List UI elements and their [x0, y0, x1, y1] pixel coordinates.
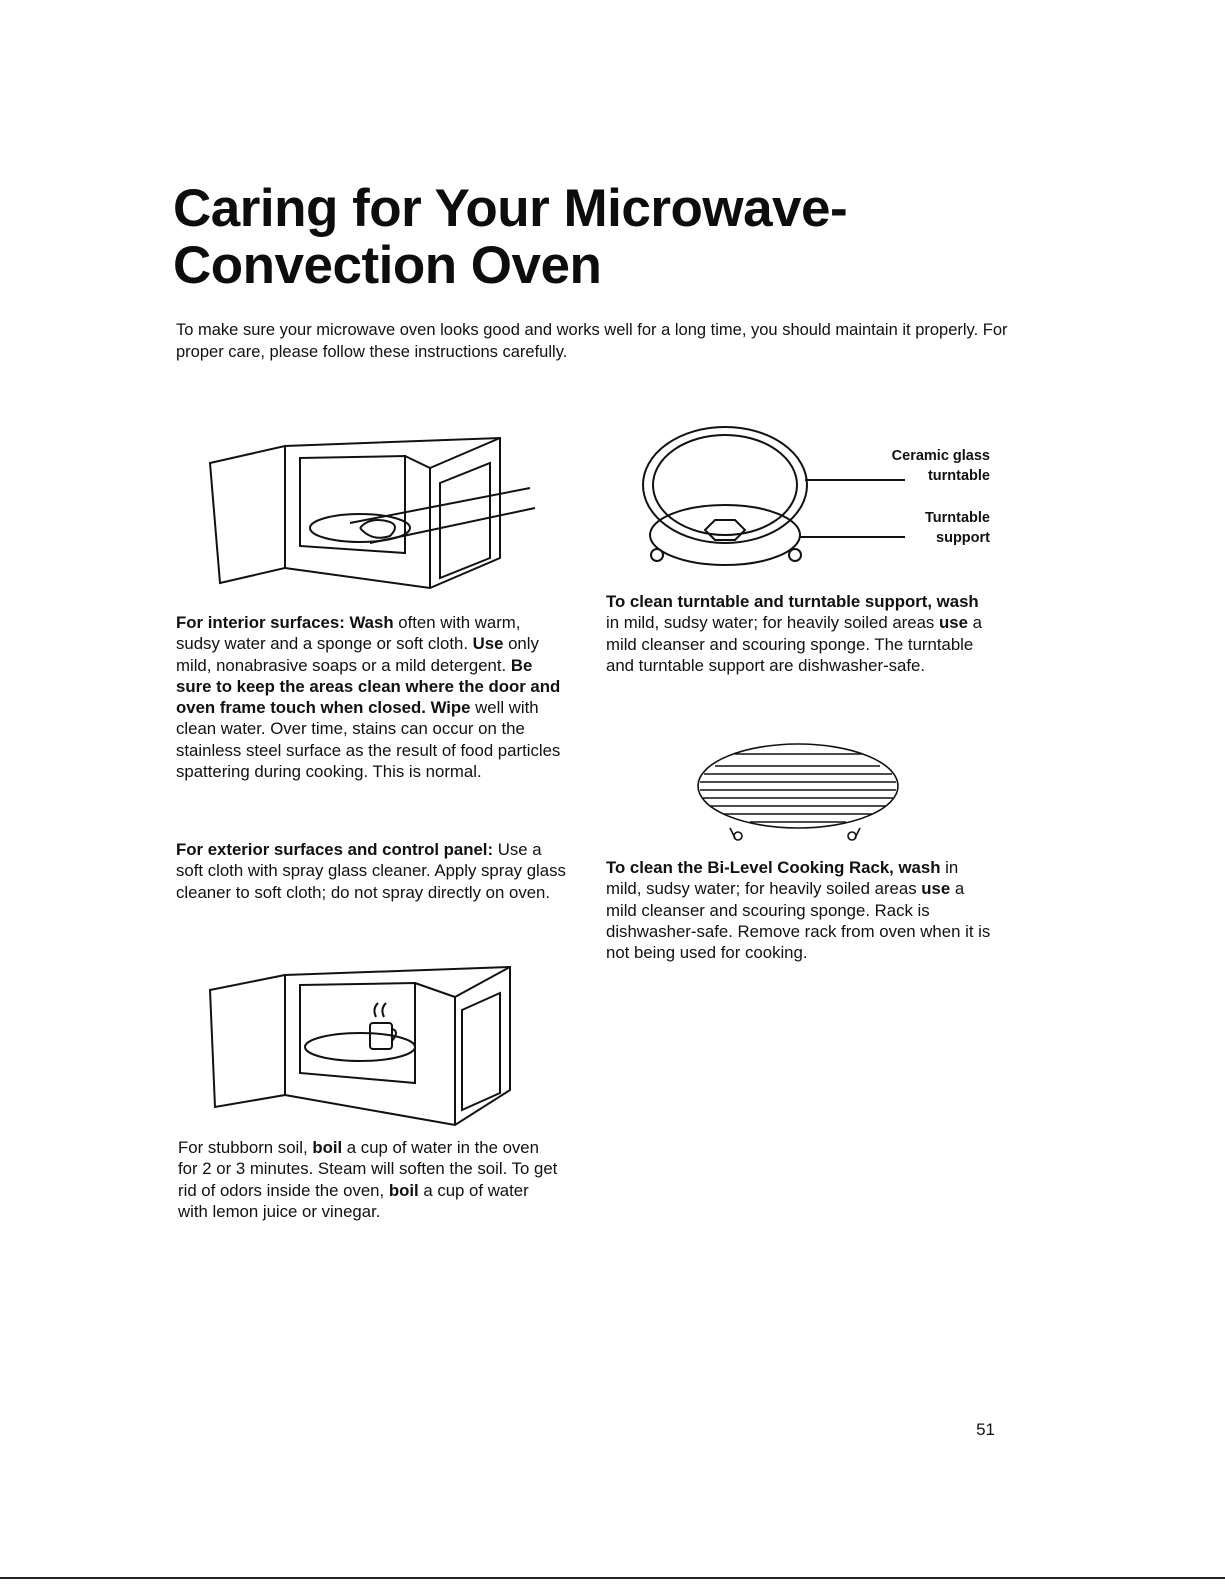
title-line-1: Caring for Your Microwave-	[173, 179, 848, 238]
callout-turntable-support: Turntable support	[925, 510, 990, 546]
stubborn-soil-paragraph: For stubborn soil, boil a cup of water in the oven for 2 or 3 minutes. Steam will soften the soil. To get rid of odors inside the oven, boil a cup of water with lemon juice or vinegar.	[178, 1138, 558, 1221]
exterior-surfaces-paragraph: For exterior surfaces and control panel: Use a soft cloth with spray glass cleaner. Apply spray glass cleaner to soft cloth; do not spray directly on oven.	[176, 840, 566, 902]
callout-ceramic-glass-turntable: Ceramic glass turntable	[891, 448, 990, 484]
cooking-rack-illustration	[690, 738, 910, 843]
interior-lead: For interior surfaces: Wash	[176, 613, 394, 632]
oven-wiping-illustration	[200, 428, 540, 598]
page-title	[173, 180, 1073, 294]
turntable-illustration	[635, 420, 1010, 585]
intro-paragraph: To make sure your microwave oven looks good and works well for a long time, you should maintain it properly. For proper care, please follow these instructions carefully.	[176, 321, 1008, 361]
rack-lead: To clean the Bi-Level Cooking Rack,	[606, 858, 894, 877]
turntable-cleaning-paragraph: To clean turntable and turntable support, wash in mild, sudsy water; for heavily soiled areas use a mild cleanser and scouring sponge. The turntable and turntable support are dishwasher-safe.	[606, 592, 982, 675]
oven-boiling-cup-illustration	[200, 955, 520, 1130]
title-line-2: Convection Oven	[173, 236, 602, 295]
rack-cleaning-paragraph: To clean the Bi-Level Cooking Rack, wash in mild, sudsy water; for heavily soiled areas use a mild cleanser and scouring sponge. Rack is dishwasher-safe. Remove rack from oven when it is not being used for cooking.	[606, 858, 991, 963]
turntable-lead: To clean turntable and turntable support,	[606, 592, 933, 611]
interior-surfaces-paragraph: For interior surfaces: Wash often with warm, sudsy water and a sponge or soft cloth. Use only mild, nonabrasive soaps or a mild detergent. Be sure to keep the areas clean where the door and oven frame touch when closed. Wipe well with clean water. Over time, stains can occur on the stainless steel surface as the result of food particles spattering during cooking. This is normal.	[176, 613, 561, 782]
exterior-lead: For exterior surfaces and control panel:	[176, 840, 494, 859]
bottom-rule	[0, 1577, 1225, 1579]
page-number: 51	[976, 1420, 995, 1439]
